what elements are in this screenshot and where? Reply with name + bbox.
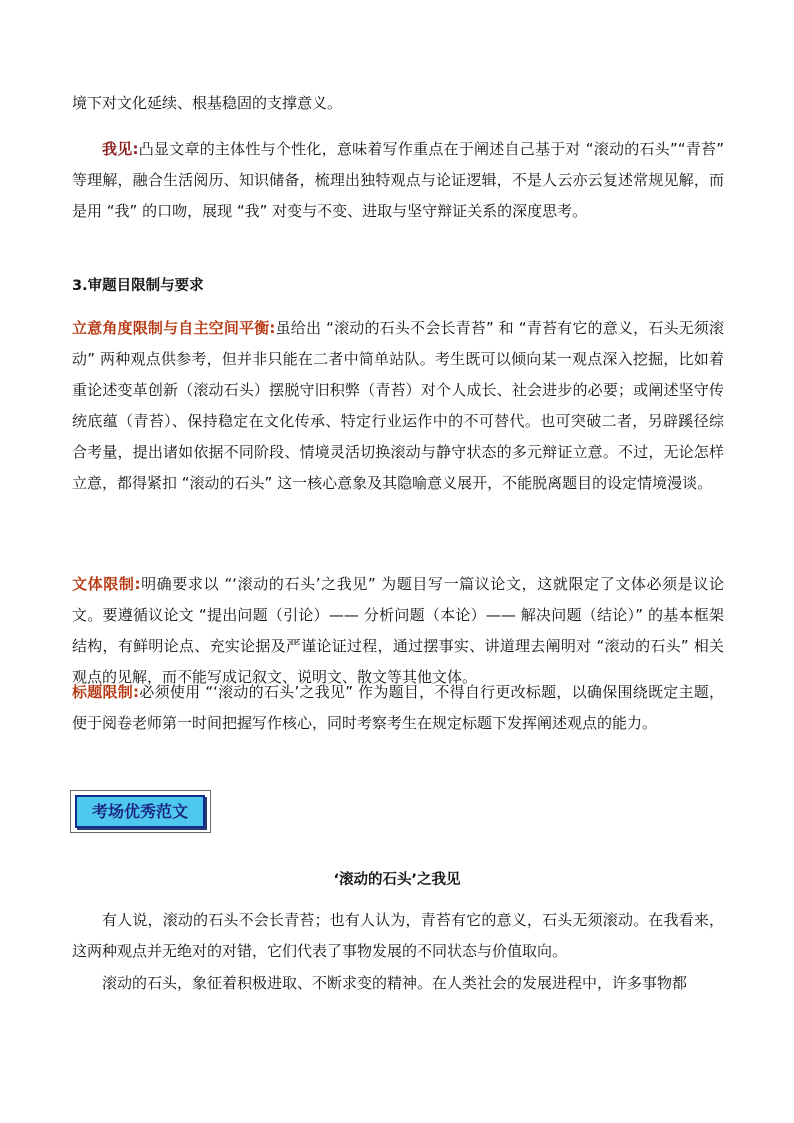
- wojian-label: 我见:: [102, 140, 139, 158]
- limit-angle-text: 虽给出 “滚动的石头不会长青苔” 和 “青苔有它的意义，石头无须滚动” 两种观点供参考，但并非只能在二者中简单站队。考生既可以倾向某一观点深入挖掘，比如着重论述变革创新（滚动石头）摆脱守旧积弊（青苔）对个人成长、社会进步的必要；或阐述坚守传统底蕴（青苔）、保持稳定在文化传承、特定行业运作中的不可替代。也可突破二者，另辟蹊径综合考量，提出诸如依据不同阶段、情境灵活切换滚动与静守状态的多元辩证立意。不过，无论怎样立意，都得紧扣 “滚动的石头” 这一核心意象及其隐喻意义展开，不能脱离题目的设定情境漫谈。: [72, 319, 724, 492]
- limit-title-label: 标题限制:: [72, 683, 140, 701]
- limit-genre-text: 明确要求以 “‘滚动的石头’之我见” 为题目写一篇议论文，这就限定了文体必须是议论文。要遵循议论文 “提出问题（引论）—— 分析问题（本论）—— 解决问题（结论）” 的基本框架结构，有鲜明论点、充实论据及严谨论证过程，通过摆事实、讲道理去阐明对 “滚动的石头” 相关观点的见解，而不能写成记叙文、说明文、散文等其他文体。: [72, 575, 724, 686]
- wojian-paragraph: [72, 134, 724, 227]
- essay-title: ‘滚动的石头’之我见: [333, 872, 461, 888]
- essay-paragraph-1: 有人说，滚动的石头不会长青苔；也有人认为，青苔有它的意义，石头无须滚动。在我看来，这两种观点并无绝对的对错，它们代表了事物发展的不同状态与价值取向。: [72, 911, 724, 960]
- limit-genre-paragraph: [72, 569, 724, 693]
- limit-title-paragraph: [72, 677, 724, 739]
- essay-paragraph-2: 滚动的石头，象征着积极进取、不断求变的精神。在人类社会的发展进程中，许多事物都: [102, 974, 688, 992]
- section-banner: [70, 790, 211, 833]
- limit-angle-paragraph: [72, 313, 724, 499]
- section-banner-label: 考场优秀范文: [75, 795, 205, 828]
- limit-angle-label: 立意角度限制与自主空间平衡:: [72, 319, 276, 337]
- limit-title-text: 必须使用 “‘滚动的石头’之我见” 作为题目，不得自行更改标题，以确保围绕既定主题，便于阅卷老师第一时间把握写作核心，同时考察考生在规定标题下发挥阐述观点的能力。: [72, 683, 725, 732]
- section3-heading: 3.审题目限制与要求: [72, 278, 204, 294]
- intro-tail-paragraph: 境下对文化延续、根基稳固的支撑意义。: [72, 94, 343, 112]
- limit-genre-label: 文体限制:: [72, 575, 141, 593]
- wojian-text: 凸显文章的主体性与个性化，意味着写作重点在于阐述自己基于对 “滚动的石头”“青苔” 等理解，融合生活阅历、知识储备，梳理出独特观点与论证逻辑，不是人云亦云复述常规见解，而是用 “我” 的口吻，展现 “我” 对变与不变、进取与坚守辩证关系的深度思考。: [72, 140, 724, 220]
